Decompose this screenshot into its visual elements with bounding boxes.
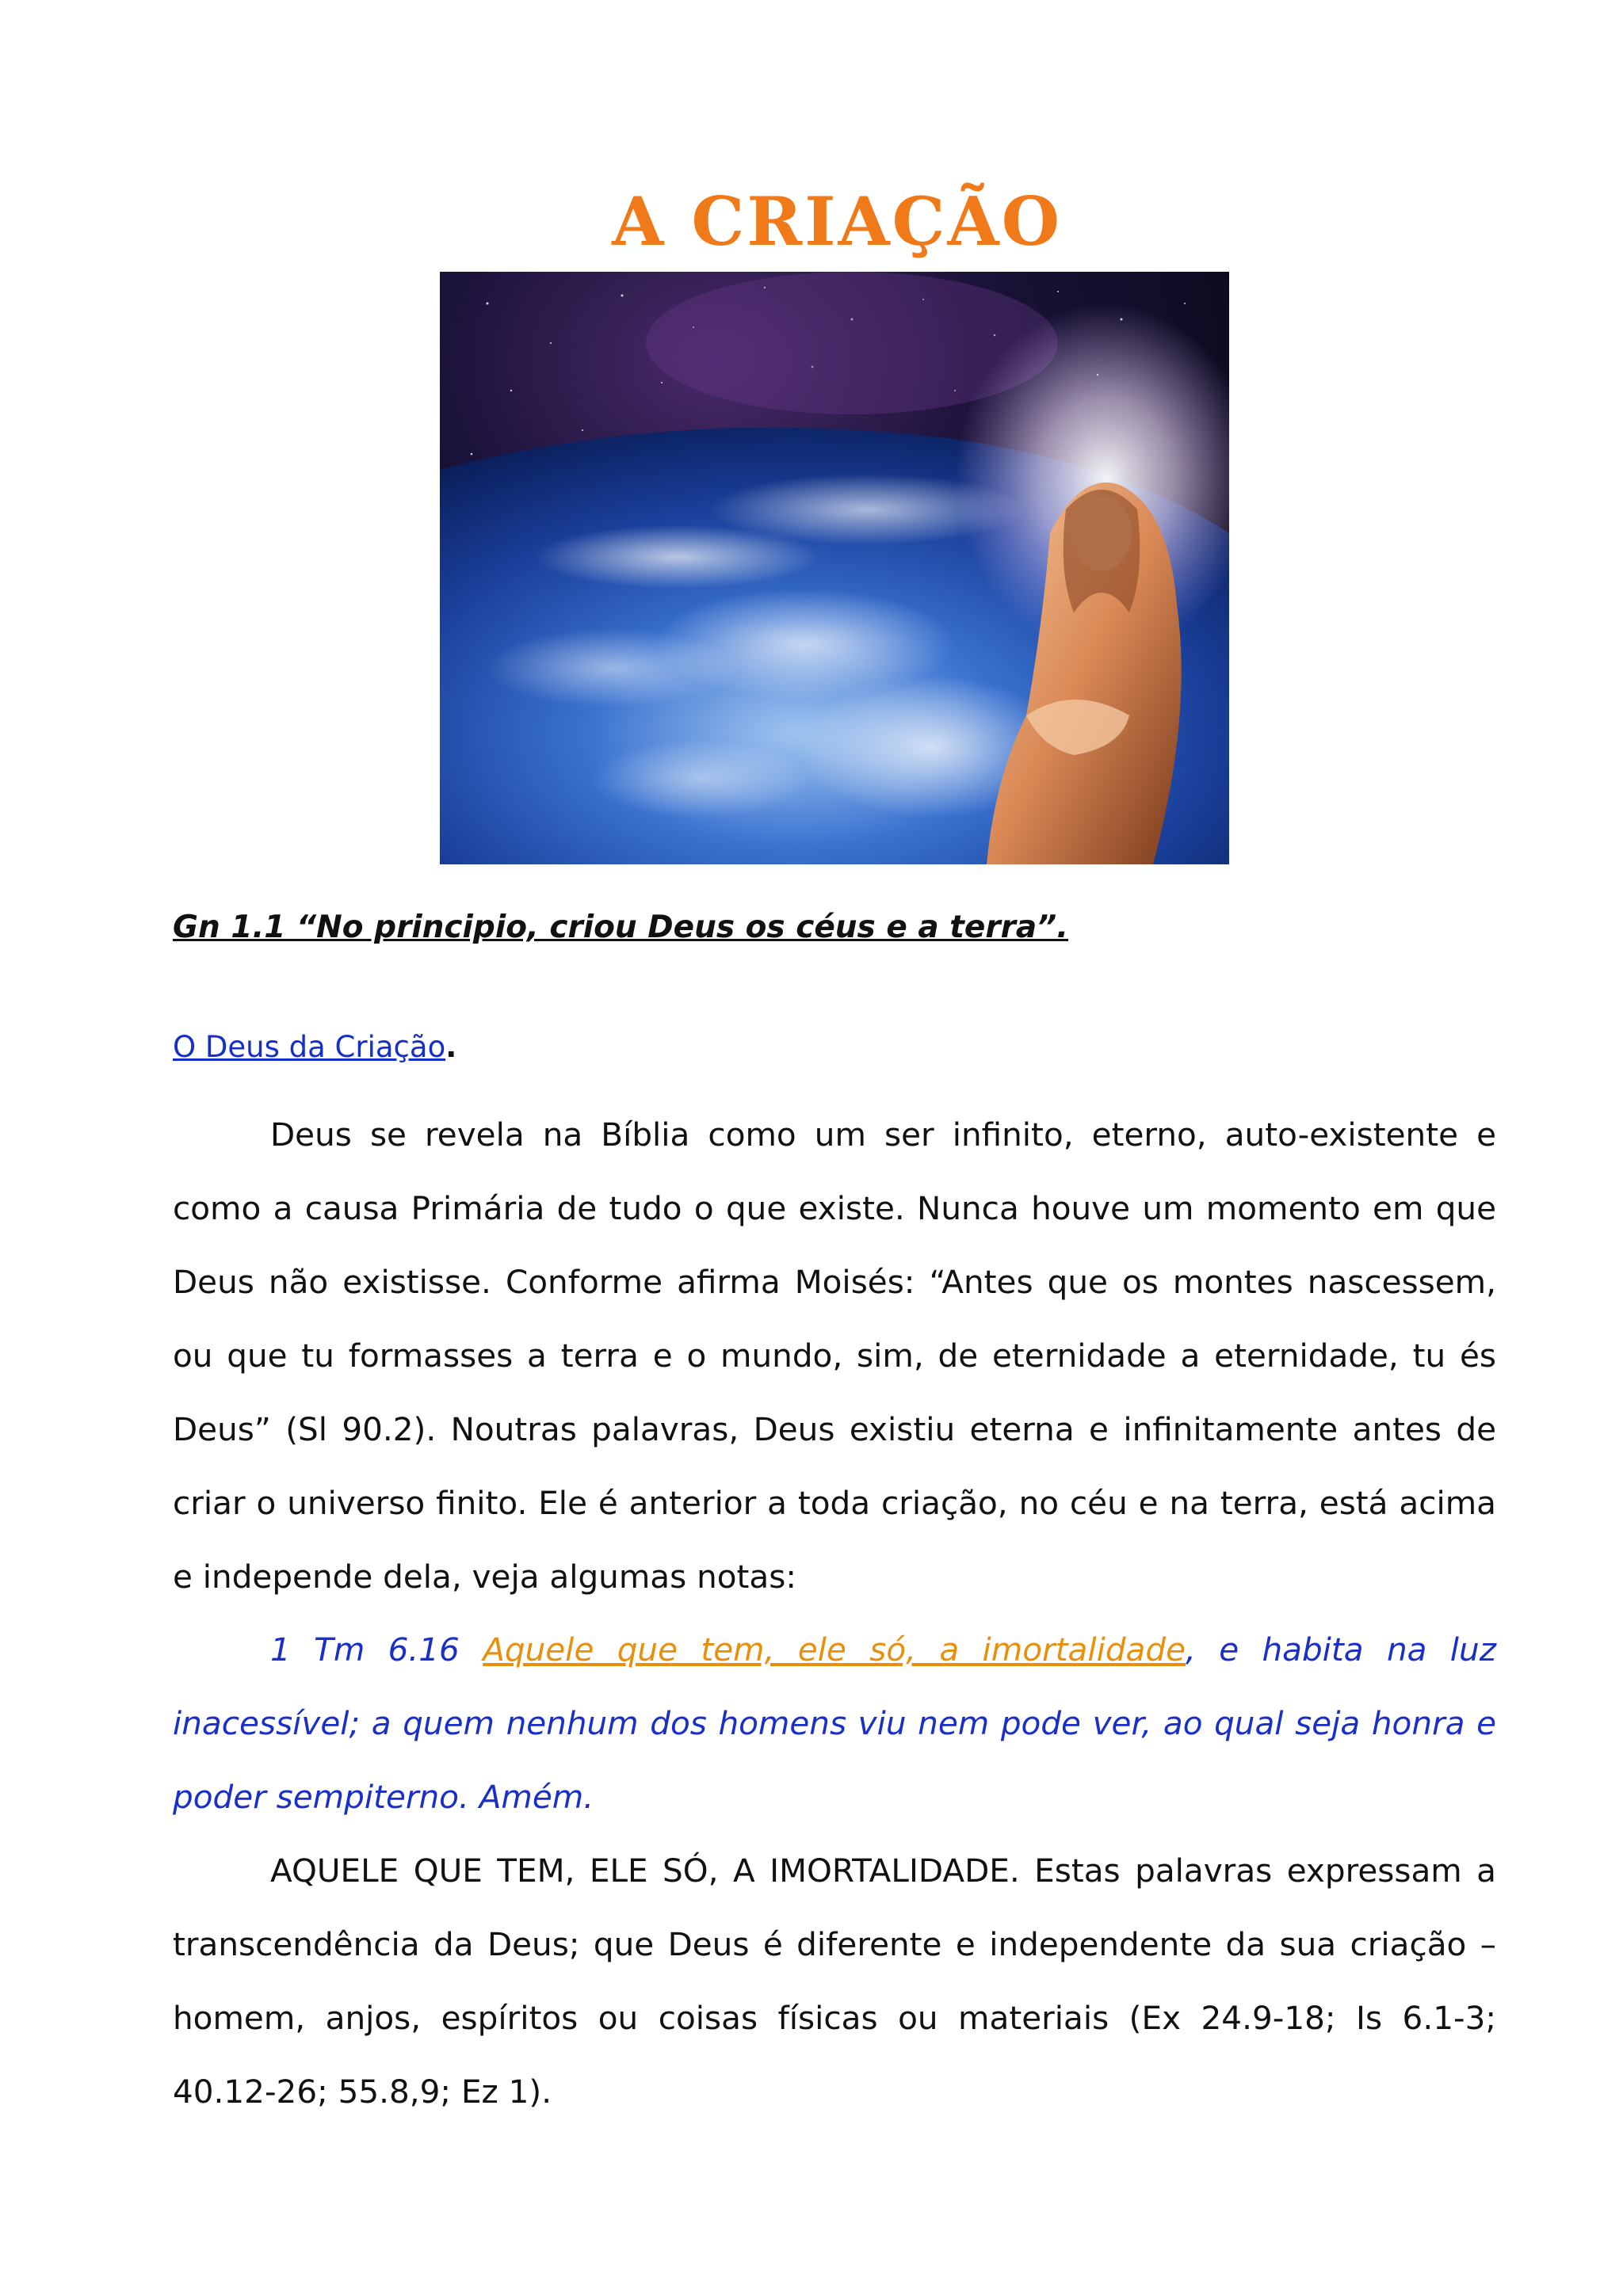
section-heading	[173, 1030, 456, 1064]
quote-highlight-link[interactable]: Aquele que tem, ele só, a imortalidade	[483, 1630, 1186, 1669]
page-title: A CRIAÇÃO	[612, 182, 1062, 261]
quote-text: , e habita na luz inacessível; a quem nenhum dos homens viu nem pode ver, ao qual seja honra e poder sempiterno. Amém.	[173, 1630, 1496, 1816]
section-heading-link[interactable]: O Deus da Criação	[173, 1030, 446, 1064]
verse-reference: Gn 1.1 “No principio, criou Deus os céus e a terra”.	[173, 910, 1069, 945]
section-heading-punct: .	[445, 1030, 457, 1064]
paragraph-1	[173, 1098, 1496, 1614]
paragraph-2-text: AQUELE QUE TEM, ELE SÓ, A IMORTALIDADE. Estas palavras expressam a transcendência da Deus; que Deus é diferente e independente da sua criação – homem, anjos, espíritos ou coisas físicas ou materiais (Ex 24.9-18; Is 6.1-3; 40.12-26; 55.8,9; Ez 1).	[173, 1852, 1496, 2111]
paragraph-2	[173, 1834, 1496, 2129]
scripture-quote	[173, 1613, 1496, 1834]
creation-illustration	[440, 272, 1229, 864]
paragraph-1-text: Deus se revela na Bíblia como um ser infinito, eterno, auto-existente e como a causa Primária de tudo o que existe. Nunca houve um momento em que Deus não existisse. Conforme afirma Moisés: “Antes que os montes nascessem, ou que tu formasses a terra e o mundo, sim, de eternidade a eternidade, tu és Deus” (Sl 90.2). Noutras palavras, Deus existiu eterna e infinitamente antes de criar o universo finito. Ele é anterior a toda criação, no céu e na terra, está acima e independe dela, veja algumas notas:	[173, 1116, 1496, 1596]
quote-reference: 1 Tm 6.16	[270, 1630, 483, 1669]
